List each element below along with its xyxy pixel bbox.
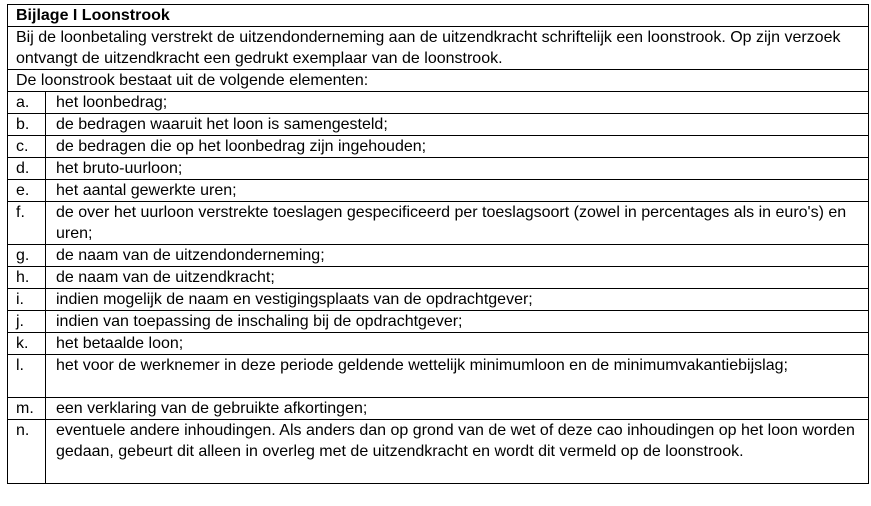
table-row (8, 311, 869, 333)
item-letter: e. (8, 180, 46, 202)
table-row (8, 289, 869, 311)
item-text: de naam van de uitzendonderneming; (46, 245, 869, 267)
table-row (8, 245, 869, 267)
table-title: Bijlage I Loonstrook (8, 5, 869, 27)
item-letter: b. (8, 114, 46, 136)
item-text: een verklaring van de gebruikte afkortingen; (46, 398, 869, 420)
item-letter: n. (8, 420, 46, 484)
item-text: indien mogelijk de naam en vestigingsplaats van de opdrachtgever; (46, 289, 869, 311)
table-row (8, 355, 869, 398)
item-text: de bedragen die op het loonbedrag zijn ingehouden; (46, 136, 869, 158)
item-text: het aantal gewerkte uren; (46, 180, 869, 202)
item-text: het bruto-uurloon; (46, 158, 869, 180)
table-row (8, 420, 869, 484)
item-letter: g. (8, 245, 46, 267)
intro-paragraph: Bij de loonbetaling verstrekt de uitzendonderneming aan de uitzendkracht schriftelijk een loonstrook. Op zijn verzoek ontvangt de uitzendkracht een gedrukt exemplaar van de loonstrook. (8, 27, 869, 70)
item-text: het betaalde loon; (46, 333, 869, 355)
table-row (8, 158, 869, 180)
table-row (8, 202, 869, 245)
item-letter: h. (8, 267, 46, 289)
item-letter: l. (8, 355, 46, 398)
table-row (8, 136, 869, 158)
item-letter: i. (8, 289, 46, 311)
item-text: de naam van de uitzendkracht; (46, 267, 869, 289)
table-row (8, 114, 869, 136)
loonstrook-table (7, 4, 869, 484)
table-row (8, 92, 869, 114)
item-text: het voor de werknemer in deze periode geldende wettelijk minimumloon en de minimumvakantiebijslag; (46, 355, 869, 398)
item-text: het loonbedrag; (46, 92, 869, 114)
item-text: eventuele andere inhoudingen. Als anders dan op grond van de wet of deze cao inhoudingen op het loon worden gedaan, gebeurt dit alleen in overleg met de uitzendkracht en wordt dit vermeld op de loonstrook. (46, 420, 869, 484)
item-letter: k. (8, 333, 46, 355)
table-row (8, 267, 869, 289)
item-text: de bedragen waaruit het loon is samengesteld; (46, 114, 869, 136)
item-letter: j. (8, 311, 46, 333)
item-text: indien van toepassing de inschaling bij de opdrachtgever; (46, 311, 869, 333)
item-text: de over het uurloon verstrekte toeslagen gespecificeerd per toeslagsoort (zowel in percentages als in euro's) en uren; (46, 202, 869, 245)
item-letter: f. (8, 202, 46, 245)
item-letter: c. (8, 136, 46, 158)
item-letter: d. (8, 158, 46, 180)
table-row (8, 180, 869, 202)
item-letter: a. (8, 92, 46, 114)
table-row (8, 333, 869, 355)
item-letter: m. (8, 398, 46, 420)
table-row (8, 398, 869, 420)
list-lead-text: De loonstrook bestaat uit de volgende elementen: (8, 70, 869, 92)
document-page (7, 4, 869, 484)
